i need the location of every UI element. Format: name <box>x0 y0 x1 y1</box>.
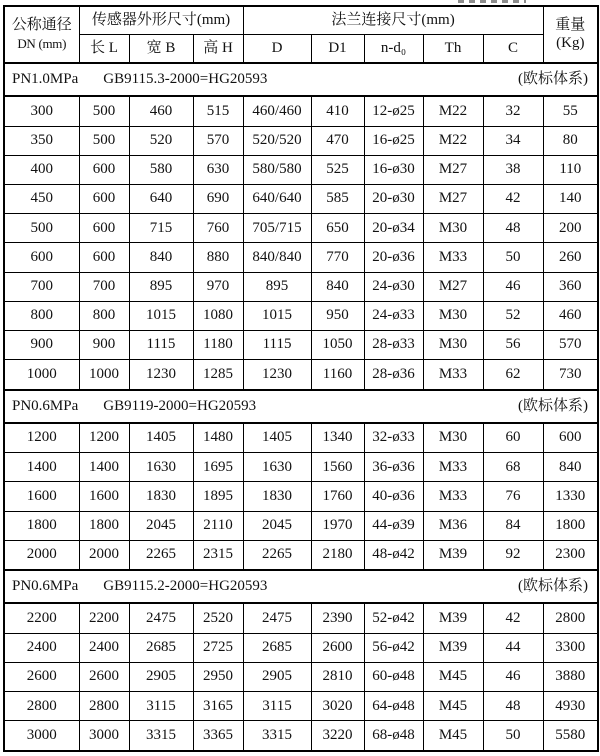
table-cell: 2800 <box>79 692 129 721</box>
table-cell: 80 <box>543 126 598 155</box>
table-cell: 68 <box>483 453 543 482</box>
table-cell: 1830 <box>243 482 311 511</box>
table-cell: 92 <box>483 540 543 570</box>
table-cell: 2905 <box>243 662 311 691</box>
table-cell: 1405 <box>129 423 193 453</box>
table-cell: M30 <box>423 423 483 453</box>
table-cell: 970 <box>193 272 243 301</box>
table-cell: 44 <box>483 633 543 662</box>
table-cell: 800 <box>79 301 129 330</box>
table-cell: 1115 <box>243 330 311 359</box>
table-cell: 3115 <box>129 692 193 721</box>
section-pressure-rating: PN1.0MPa <box>12 70 79 87</box>
table-cell: 410 <box>311 96 364 126</box>
table-cell: 84 <box>483 511 543 540</box>
table-cell: 460/460 <box>243 96 311 126</box>
header-row-columns <box>4 34 598 63</box>
section-header-cell <box>4 390 598 423</box>
table-cell: 55 <box>543 96 598 126</box>
header-dn-title: 公称通径 <box>11 17 72 34</box>
table-cell: 525 <box>311 155 364 184</box>
table-cell: 460 <box>129 96 193 126</box>
table-cell: M36 <box>423 511 483 540</box>
table-cell: 895 <box>129 272 193 301</box>
table-cell: 600 <box>79 184 129 213</box>
table-cell: 3300 <box>543 633 598 662</box>
table-row <box>4 243 598 272</box>
table-cell: 2725 <box>193 633 243 662</box>
table-cell: 2950 <box>193 662 243 691</box>
table-cell: 600 <box>543 423 598 453</box>
table-cell: 40-ø36 <box>364 482 423 511</box>
table-cell: 48-ø42 <box>364 540 423 570</box>
table-cell: 60 <box>483 423 543 453</box>
table-cell: 62 <box>483 360 543 390</box>
table-cell: 3880 <box>543 662 598 691</box>
table-row <box>4 126 598 155</box>
table-row <box>4 301 598 330</box>
table-cell: 2315 <box>193 540 243 570</box>
flange-spec-table <box>3 5 599 752</box>
table-cell: 1200 <box>4 423 79 453</box>
table-cell: 2045 <box>243 511 311 540</box>
table-cell: 1230 <box>129 360 193 390</box>
section-header-cell <box>4 570 598 603</box>
table-cell: 1015 <box>129 301 193 330</box>
header-col-length: 长 L <box>79 34 129 63</box>
section-system-note: (欧标体系) <box>518 70 589 87</box>
table-cell: 1000 <box>79 360 129 390</box>
table-cell: 585 <box>311 184 364 213</box>
table-cell: 800 <box>4 301 79 330</box>
table-cell: 3315 <box>243 721 311 751</box>
table-cell: 46 <box>483 662 543 691</box>
header-dn <box>4 6 79 63</box>
table-cell: 260 <box>543 243 598 272</box>
header-weight <box>543 6 598 63</box>
header-col-width: 宽 B <box>129 34 193 63</box>
table-cell: 5580 <box>543 721 598 751</box>
header-row-groups <box>4 6 598 34</box>
table-cell: 770 <box>311 243 364 272</box>
table-cell: 840 <box>543 453 598 482</box>
table-cell: 1000 <box>4 360 79 390</box>
table-cell: 730 <box>543 360 598 390</box>
table-cell: 700 <box>4 272 79 301</box>
table-cell: 1800 <box>79 511 129 540</box>
table-cell: 500 <box>79 126 129 155</box>
table-cell: 3115 <box>243 692 311 721</box>
table-cell: 16-ø25 <box>364 126 423 155</box>
table-cell: 840 <box>129 243 193 272</box>
table-cell: 650 <box>311 214 364 243</box>
table-cell: 640/640 <box>243 184 311 213</box>
table-cell: 900 <box>4 330 79 359</box>
table-cell: M30 <box>423 330 483 359</box>
table-cell: 715 <box>129 214 193 243</box>
table-cell: M33 <box>423 482 483 511</box>
table-cell: 44-ø39 <box>364 511 423 540</box>
table-cell: 2685 <box>243 633 311 662</box>
table-cell: M33 <box>423 360 483 390</box>
table-cell: 1600 <box>79 482 129 511</box>
table-cell: 900 <box>79 330 129 359</box>
cropped-text-artifact <box>458 0 526 3</box>
section-header-cell <box>4 63 598 96</box>
section-standard-code: GB9115.3-2000=HG20593 <box>103 70 268 87</box>
section-standard-code: GB9119-2000=HG20593 <box>103 397 257 414</box>
table-cell: 1800 <box>4 511 79 540</box>
table-cell: 2265 <box>243 540 311 570</box>
table-cell: 2905 <box>129 662 193 691</box>
table-cell: 1695 <box>193 453 243 482</box>
table-cell: 600 <box>79 243 129 272</box>
table-cell: 2475 <box>129 603 193 633</box>
table-cell: 140 <box>543 184 598 213</box>
table-cell: 880 <box>193 243 243 272</box>
table-cell: 1480 <box>193 423 243 453</box>
table-cell: 3000 <box>4 721 79 751</box>
table-cell: M45 <box>423 692 483 721</box>
table-cell: 48 <box>483 214 543 243</box>
table-cell: 3365 <box>193 721 243 751</box>
section-pressure-rating: PN0.6MPa <box>12 397 79 414</box>
table-cell: 48 <box>483 692 543 721</box>
table-cell: 360 <box>543 272 598 301</box>
table-cell: 570 <box>543 330 598 359</box>
table-cell: 450 <box>4 184 79 213</box>
table-cell: 76 <box>483 482 543 511</box>
table-cell: 3020 <box>311 692 364 721</box>
section-header-row <box>4 390 598 423</box>
table-cell: 580/580 <box>243 155 311 184</box>
header-weight-sub: (Kg) <box>556 34 585 51</box>
table-cell: 1080 <box>193 301 243 330</box>
table-cell: 1180 <box>193 330 243 359</box>
table-row <box>4 662 598 691</box>
table-cell: 400 <box>4 155 79 184</box>
table-cell: 700 <box>79 272 129 301</box>
table-cell: M33 <box>423 243 483 272</box>
table-cell: 500 <box>79 96 129 126</box>
header-col-height: 高 H <box>193 34 243 63</box>
section-header-row <box>4 570 598 603</box>
table-cell: 2000 <box>4 540 79 570</box>
table-cell: 840 <box>311 272 364 301</box>
table-cell: 2265 <box>129 540 193 570</box>
table-cell: 300 <box>4 96 79 126</box>
table-cell: 50 <box>483 243 543 272</box>
table-row <box>4 633 598 662</box>
table-cell: 1160 <box>311 360 364 390</box>
table-cell: 60-ø48 <box>364 662 423 691</box>
table-cell: 20-ø34 <box>364 214 423 243</box>
table-row <box>4 721 598 751</box>
table-cell: 1895 <box>193 482 243 511</box>
table-cell: 20-ø36 <box>364 243 423 272</box>
table-cell: 1330 <box>543 482 598 511</box>
table-cell: 1800 <box>543 511 598 540</box>
table-cell: 520/520 <box>243 126 311 155</box>
table-cell: 1015 <box>243 301 311 330</box>
table-cell: 705/715 <box>243 214 311 243</box>
table-cell: 520 <box>129 126 193 155</box>
table-cell: 64-ø48 <box>364 692 423 721</box>
table-cell: 2475 <box>243 603 311 633</box>
table-cell: 2400 <box>4 633 79 662</box>
table-row <box>4 184 598 213</box>
table-cell: 28-ø33 <box>364 330 423 359</box>
table-cell: 2180 <box>311 540 364 570</box>
header-flange-group: 法兰连接尺寸(mm) <box>243 6 543 34</box>
table-cell: 56-ø42 <box>364 633 423 662</box>
table-cell: M22 <box>423 96 483 126</box>
table-row <box>4 692 598 721</box>
table-cell: 840/840 <box>243 243 311 272</box>
header-dn-sub: DN (mm) <box>17 35 67 51</box>
header-col-c: C <box>483 34 543 63</box>
table-cell: 42 <box>483 603 543 633</box>
table-cell: 600 <box>79 214 129 243</box>
table-cell: 2685 <box>129 633 193 662</box>
header-col-d1: D1 <box>311 34 364 63</box>
table-cell: 110 <box>543 155 598 184</box>
table-cell: 3315 <box>129 721 193 751</box>
table-cell: 690 <box>193 184 243 213</box>
table-cell: 3000 <box>79 721 129 751</box>
table-cell: 24-ø33 <box>364 301 423 330</box>
table-cell: 34 <box>483 126 543 155</box>
table-cell: 2800 <box>543 603 598 633</box>
table-cell: M33 <box>423 453 483 482</box>
table-cell: 2200 <box>79 603 129 633</box>
table-cell: M39 <box>423 540 483 570</box>
table-cell: 20-ø30 <box>364 184 423 213</box>
table-cell: 200 <box>543 214 598 243</box>
table-header <box>4 6 598 63</box>
table-cell: 1050 <box>311 330 364 359</box>
section-standard-code: GB9115.2-2000=HG20593 <box>103 578 268 595</box>
table-cell: 1600 <box>4 482 79 511</box>
table-cell: 2810 <box>311 662 364 691</box>
header-sensor-group: 传感器外形尺寸(mm) <box>79 6 243 34</box>
table-row <box>4 603 598 633</box>
table-row <box>4 155 598 184</box>
table-cell: 3165 <box>193 692 243 721</box>
table-cell: 2800 <box>4 692 79 721</box>
table-cell: 600 <box>4 243 79 272</box>
table-cell: M27 <box>423 184 483 213</box>
table-cell: 28-ø36 <box>364 360 423 390</box>
table-cell: 2110 <box>193 511 243 540</box>
table-cell: M27 <box>423 155 483 184</box>
table-cell: 2000 <box>79 540 129 570</box>
table-cell: M30 <box>423 301 483 330</box>
table-cell: 16-ø30 <box>364 155 423 184</box>
table-cell: 32-ø33 <box>364 423 423 453</box>
table-cell: 1630 <box>129 453 193 482</box>
table-row <box>4 330 598 359</box>
table-cell: 2600 <box>79 662 129 691</box>
table-cell: 515 <box>193 96 243 126</box>
table-cell: 1285 <box>193 360 243 390</box>
table-cell: 50 <box>483 721 543 751</box>
table-cell: 3220 <box>311 721 364 751</box>
table-cell: 580 <box>129 155 193 184</box>
table-cell: 895 <box>243 272 311 301</box>
table-cell: 1115 <box>129 330 193 359</box>
table-cell: 1400 <box>4 453 79 482</box>
table-cell: 1630 <box>243 453 311 482</box>
table-cell: M45 <box>423 721 483 751</box>
table-cell: 1400 <box>79 453 129 482</box>
table-cell: 630 <box>193 155 243 184</box>
table-cell: 38 <box>483 155 543 184</box>
header-col-nd0: n-d₀ <box>364 34 423 63</box>
table-row <box>4 272 598 301</box>
table-cell: 570 <box>193 126 243 155</box>
table-cell: 2400 <box>79 633 129 662</box>
table-row <box>4 540 598 570</box>
table-cell: 52-ø42 <box>364 603 423 633</box>
table-row <box>4 96 598 126</box>
table-cell: M39 <box>423 633 483 662</box>
table-row <box>4 360 598 390</box>
table-cell: 2600 <box>311 633 364 662</box>
table-cell: M39 <box>423 603 483 633</box>
table-cell: 1230 <box>243 360 311 390</box>
table-cell: 760 <box>193 214 243 243</box>
table-cell: 42 <box>483 184 543 213</box>
table-cell: 24-ø30 <box>364 272 423 301</box>
table-cell: 56 <box>483 330 543 359</box>
table-cell: 32 <box>483 96 543 126</box>
table-body <box>4 63 598 751</box>
table-cell: 2200 <box>4 603 79 633</box>
table-cell: M30 <box>423 214 483 243</box>
table-cell: 2045 <box>129 511 193 540</box>
table-cell: M27 <box>423 272 483 301</box>
table-cell: M22 <box>423 126 483 155</box>
section-header-row <box>4 63 598 96</box>
table-cell: 52 <box>483 301 543 330</box>
section-system-note: (欧标体系) <box>518 397 589 414</box>
table-cell: 1405 <box>243 423 311 453</box>
table-row <box>4 423 598 453</box>
table-cell: 1830 <box>129 482 193 511</box>
table-cell: 1560 <box>311 453 364 482</box>
table-cell: 2300 <box>543 540 598 570</box>
table-cell: 36-ø36 <box>364 453 423 482</box>
header-col-th: Th <box>423 34 483 63</box>
table-cell: 1340 <box>311 423 364 453</box>
table-cell: 470 <box>311 126 364 155</box>
table-cell: 2390 <box>311 603 364 633</box>
table-cell: 640 <box>129 184 193 213</box>
table-cell: 4930 <box>543 692 598 721</box>
section-pressure-rating: PN0.6MPa <box>12 578 79 595</box>
header-col-d: D <box>243 34 311 63</box>
table-cell: 350 <box>4 126 79 155</box>
table-row <box>4 214 598 243</box>
table-cell: 2520 <box>193 603 243 633</box>
table-row <box>4 511 598 540</box>
table-cell: 460 <box>543 301 598 330</box>
table-cell: 1760 <box>311 482 364 511</box>
table-cell: 46 <box>483 272 543 301</box>
table-cell: M45 <box>423 662 483 691</box>
table-cell: 1970 <box>311 511 364 540</box>
table-row <box>4 453 598 482</box>
header-weight-title: 重量 <box>555 17 586 34</box>
section-system-note: (欧标体系) <box>518 578 589 595</box>
table-cell: 950 <box>311 301 364 330</box>
table-cell: 2600 <box>4 662 79 691</box>
table-cell: 500 <box>4 214 79 243</box>
table-cell: 12-ø25 <box>364 96 423 126</box>
table-row <box>4 482 598 511</box>
table-cell: 68-ø48 <box>364 721 423 751</box>
table-cell: 600 <box>79 155 129 184</box>
table-cell: 1200 <box>79 423 129 453</box>
